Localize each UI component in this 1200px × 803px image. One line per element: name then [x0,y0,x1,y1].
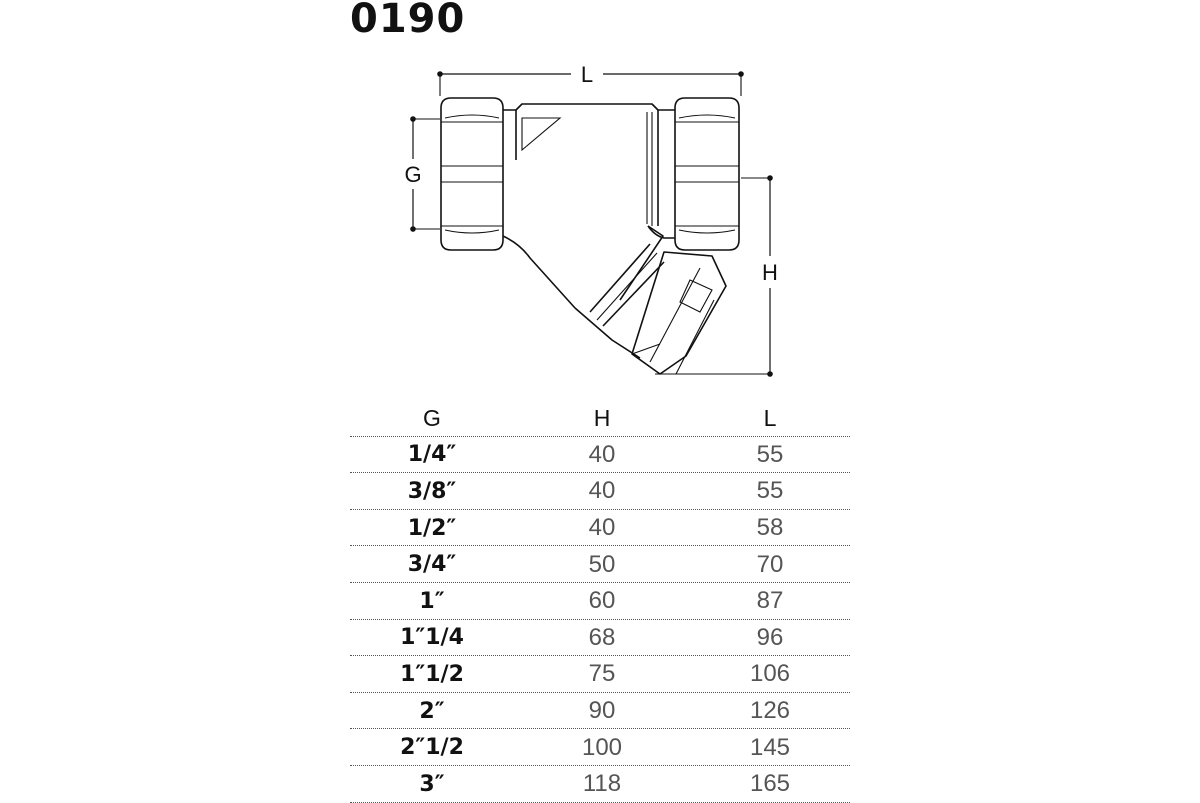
dimension-l [437,62,744,96]
cell-h: 90 [588,697,616,725]
table-row [350,546,850,583]
dimension-h [655,175,778,377]
table-row [350,473,850,510]
right-hex-nut [675,98,739,250]
header-h: H [593,404,611,431]
cell-l: 70 [756,550,784,578]
cell-g: 3/4″ [407,552,457,578]
cell-h: 40 [588,440,616,468]
table-row [350,766,850,803]
cell-g: 1″ [419,588,445,614]
table-row [350,693,850,730]
dimension-h-label: H [762,260,778,285]
cell-h: 118 [582,770,622,798]
cell-g: 1/4″ [407,442,457,468]
cell-h: 100 [581,733,623,761]
cell-h: 75 [588,660,616,688]
cell-l: 165 [749,770,791,798]
y-strainer-drawing [0,0,1200,400]
strainer-cap [632,252,726,374]
left-hex-nut [441,98,503,250]
cell-h: 40 [588,477,616,505]
table-row [350,656,850,693]
cell-l: 58 [756,514,784,542]
cell-g: 1″1/2 [400,661,464,687]
cell-l: 55 [756,440,784,468]
cell-h: 40 [588,514,616,542]
cell-h: 60 [588,587,616,615]
cell-g: 2″ [419,698,445,724]
table-row [350,620,850,657]
cell-g: 1/2″ [407,515,457,541]
cell-l: 145 [749,733,791,761]
table-row [350,510,850,547]
cell-g: 2″1/2 [400,735,464,761]
header-l: L [763,404,777,431]
cell-g: 1″1/4 [400,625,464,651]
table-row [350,437,850,474]
cell-h: 50 [588,550,616,578]
cell-l: 87 [756,587,784,615]
dimension-table [350,400,850,803]
cell-l: 106 [749,660,791,688]
table-header [350,400,850,437]
cell-l: 126 [749,697,791,725]
cell-h: 68 [588,623,616,651]
dimension-g-label: G [404,162,422,187]
header-g: G [423,404,441,431]
cell-g: 3/8″ [407,478,457,504]
table-row [350,583,850,620]
dimension-l-label: L [580,62,594,87]
table-row [350,729,850,766]
dimension-g [404,116,440,232]
cell-l: 96 [756,623,784,651]
cell-g: 3″ [419,771,445,797]
cell-l: 55 [756,477,784,505]
product-code: 0190 [350,0,466,42]
